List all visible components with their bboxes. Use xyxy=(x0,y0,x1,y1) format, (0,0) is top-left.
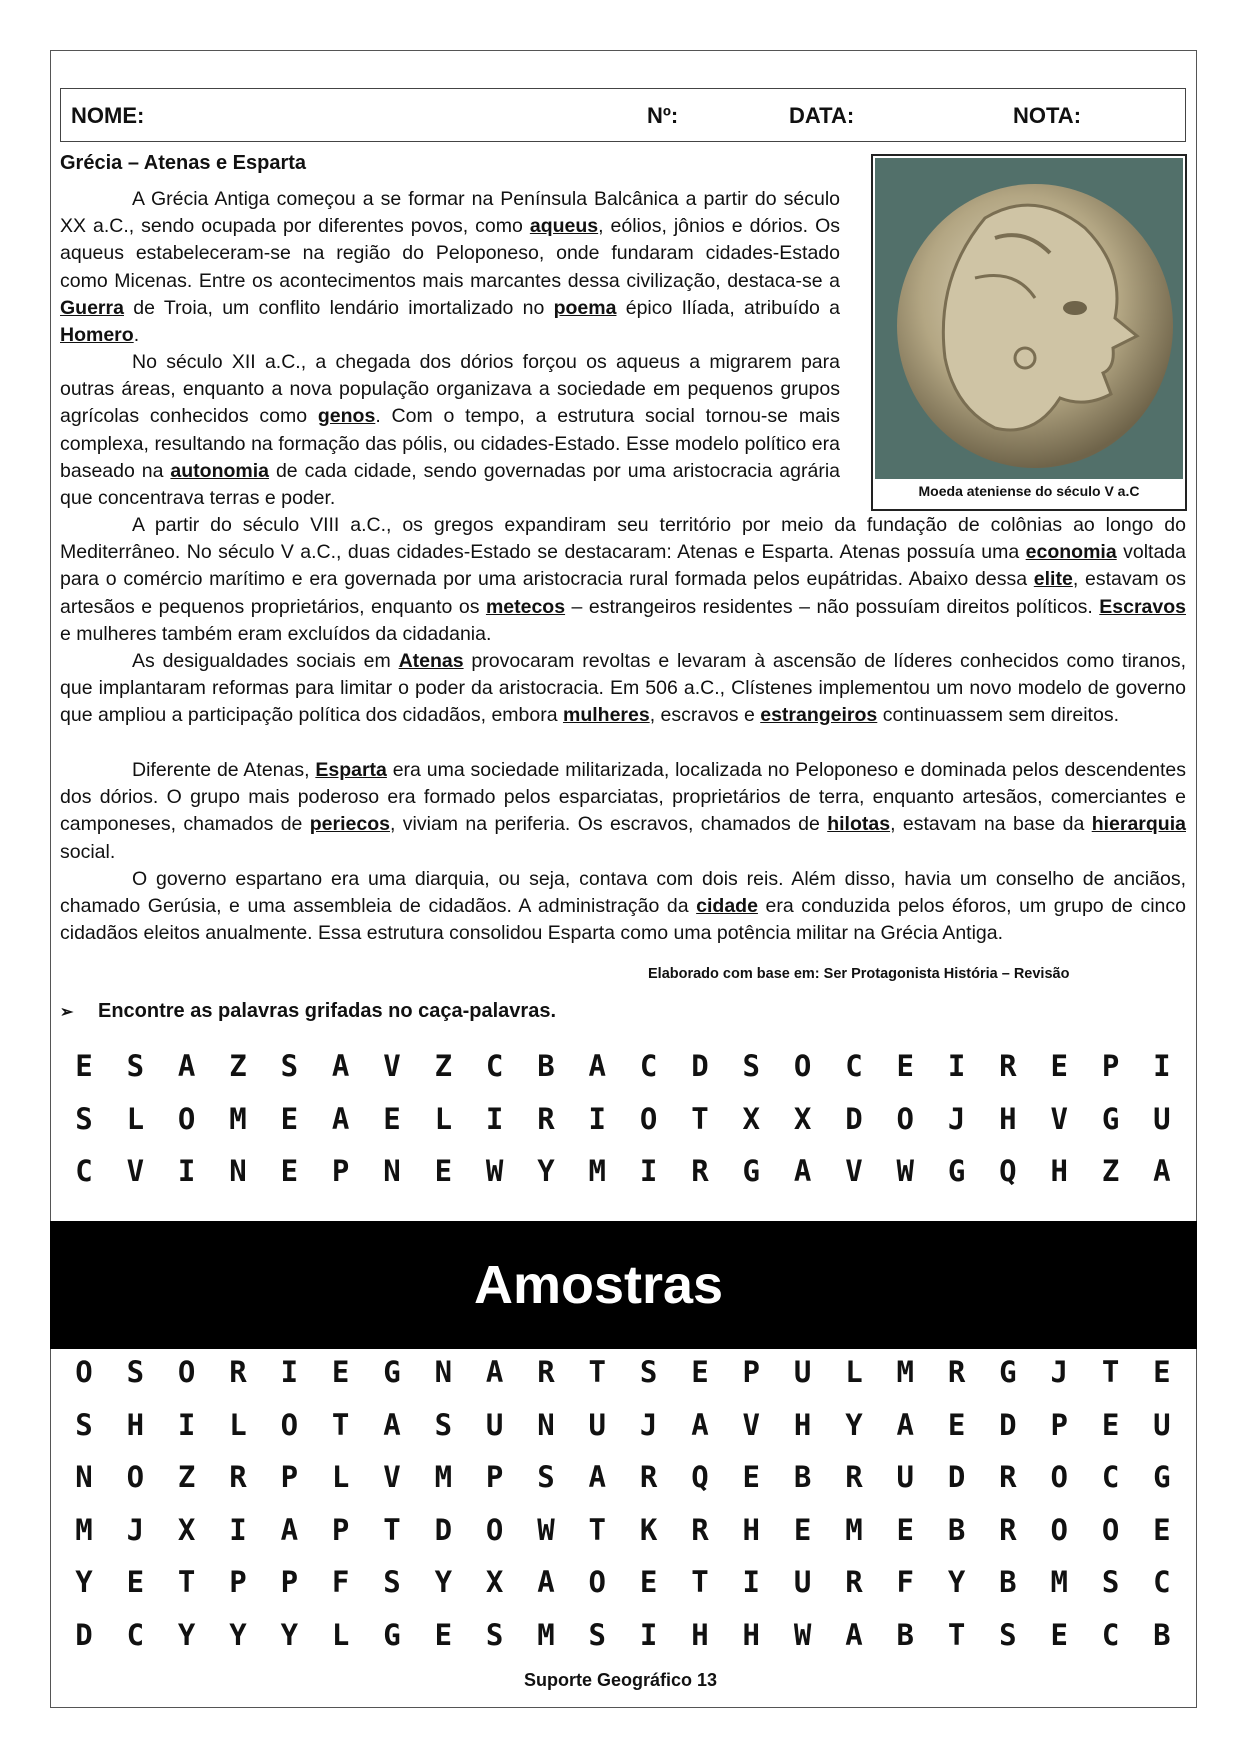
grid-letter: Y xyxy=(229,1617,247,1652)
paragraph-text: O governo espartano era uma diarquia, ou seja, contava com dois reis. Além disso, havia um conselho de anciãos, chamado Gerúsia, e uma assembleia de cidadãos. A administração da cidade era conduzida pelos éforos, um grupo de cinco cidadãos eleitos anualmente. Essa estrutura consolidou Esparta como uma potência militar na Grécia Antiga. xyxy=(60,868,1186,945)
paragraph-text: Diferente de Atenas, Esparta era uma sociedade militarizada, localizada no Peloponeso e dominada pelos descendentes dos dórios. O grupo mais poderoso era formado pelos esparciatas, proprietários de terra, enquanto artesãos, comerciantes e camponeses, chamados de periecos, viviam na periferia. Os escravos, chamados de hilotas, estavam na base da hierarquia social. xyxy=(60,759,1186,863)
paragraph-3 xyxy=(60,512,1186,648)
grid-letter: D xyxy=(947,1460,966,1494)
grid-letter: U xyxy=(896,1460,914,1494)
grid-letter: O xyxy=(793,1049,812,1083)
grid-letter: R xyxy=(947,1355,966,1389)
grid-letter: J xyxy=(947,1101,966,1136)
grid-letter: F xyxy=(331,1565,350,1599)
grid-letter: E xyxy=(434,1154,453,1188)
grid-letter: O xyxy=(75,1355,93,1389)
grid-letter: Z xyxy=(1101,1154,1120,1188)
grid-letter: I xyxy=(947,1049,966,1083)
grid-letter: M xyxy=(896,1355,914,1389)
paragraph-2 xyxy=(60,349,840,512)
grid-letter: C xyxy=(1101,1460,1120,1494)
nota-label: NOTA: xyxy=(1013,103,1082,128)
grid-letter: B xyxy=(896,1617,914,1652)
grid-letter: L xyxy=(229,1407,247,1442)
grid-letter: Q xyxy=(691,1460,709,1494)
grid-letter: E xyxy=(742,1460,760,1494)
highlighted-word: Escravos xyxy=(1099,595,1186,618)
grid-letter: E xyxy=(1050,1617,1068,1652)
grid-letter: V xyxy=(126,1154,145,1188)
grid-letter: I xyxy=(639,1617,658,1652)
grid-letter: C xyxy=(485,1049,504,1083)
grid-letter: I xyxy=(280,1355,299,1389)
highlighted-word: Esparta xyxy=(315,759,387,781)
grid-letter: R xyxy=(845,1565,863,1599)
grid-letter: L xyxy=(126,1101,145,1136)
grid-letter: Y xyxy=(280,1617,299,1652)
grid-letter: E xyxy=(126,1565,145,1599)
grid-letter: T xyxy=(177,1565,196,1599)
grid-row xyxy=(60,1408,1186,1442)
grid-letter: E xyxy=(331,1355,350,1389)
grid-letter: R xyxy=(691,1512,709,1547)
highlighted-word: mulheres xyxy=(562,704,650,727)
grid-letter: Y xyxy=(75,1565,93,1599)
highlighted-word: genos xyxy=(317,405,376,428)
highlighted-word: periecos xyxy=(309,813,390,836)
grid-letter: V xyxy=(383,1049,401,1083)
grid-letter: G xyxy=(742,1154,760,1188)
grid-letter: S xyxy=(537,1460,555,1494)
grid-letter: S xyxy=(434,1407,453,1442)
grid-letter: M xyxy=(75,1512,93,1547)
grid-letter: H xyxy=(999,1101,1017,1136)
grid-letter: A xyxy=(793,1154,812,1188)
grid-letter: U xyxy=(1153,1101,1171,1136)
grid-letter: S xyxy=(742,1049,760,1083)
grid-letter: L xyxy=(331,1617,350,1652)
paragraph-6 xyxy=(60,866,1186,948)
grid-letter: D xyxy=(691,1049,709,1083)
grid-letter: C xyxy=(75,1154,93,1188)
grid-letter: C xyxy=(639,1049,658,1083)
grid-letter: R xyxy=(999,1049,1017,1083)
grid-letter: M xyxy=(588,1154,607,1188)
grid-letter: B xyxy=(793,1460,812,1494)
grid-letter: C xyxy=(126,1617,145,1652)
grid-letter: M xyxy=(1050,1565,1068,1599)
highlighted-word: Atenas xyxy=(398,650,464,672)
grid-letter: P xyxy=(331,1154,350,1188)
grid-letter: C xyxy=(1153,1565,1171,1599)
grid-letter: G xyxy=(999,1355,1017,1389)
grid-letter: V xyxy=(1050,1101,1068,1136)
highlighted-word: Guerra xyxy=(60,296,124,319)
grid-letter: O xyxy=(177,1355,196,1389)
paragraph-text: A partir do século VIII a.C., os gregos expandiram seu território por meio da fundação de colônias ao longo do Mediterrâneo. No século V a.C., duas cidades-Estado se destacaram: Atenas e Esparta. Atenas possuía uma economia voltada para o comércio marítimo e era governada por uma aristocracia rural formada pelos eupátridas. Abaixo dessa elite, estavam os artesãos e pequenos proprietários, enquanto os metecos – estrangeiros residentes – não possuíam direitos políticos. Escravos e mulheres também eram excluídos da cidadania. xyxy=(60,514,1187,645)
grid-letter: X xyxy=(177,1512,196,1547)
grid-letter: A xyxy=(331,1101,350,1136)
grid-letter: E xyxy=(1050,1049,1068,1083)
grid-letter: P xyxy=(229,1565,247,1599)
grid-letter: T xyxy=(331,1407,350,1442)
grid-letter: D xyxy=(434,1512,453,1547)
grid-letter: T xyxy=(383,1512,401,1547)
grid-letter: S xyxy=(126,1049,145,1083)
paragraph-1 xyxy=(60,186,840,349)
grid-letter: M xyxy=(537,1617,555,1652)
grid-letter: S xyxy=(126,1355,145,1389)
highlighted-word: aqueus xyxy=(529,215,599,238)
grid-letter: A xyxy=(896,1407,914,1442)
grid-row xyxy=(60,1049,1186,1083)
grid-letter: L xyxy=(434,1101,453,1136)
grid-letter: F xyxy=(896,1565,914,1599)
highlighted-word: Homero xyxy=(60,324,134,347)
grid-letter: A xyxy=(383,1407,401,1442)
grid-letter: O xyxy=(177,1101,196,1136)
grid-letter: N xyxy=(383,1154,401,1188)
grid-letter: O xyxy=(1101,1512,1120,1547)
grid-letter: U xyxy=(588,1407,607,1442)
numero-label: Nº: xyxy=(647,103,679,128)
grid-letter: T xyxy=(1101,1355,1120,1389)
grid-letter: E xyxy=(1153,1512,1171,1547)
paragraph-text: As desigualdades sociais em Atenas provocaram revoltas e levaram à ascensão de líderes conhecidos como tiranos, que implantaram reformas para limitar o poder da aristocracia. Em 506 a.C., Clístenes implementou um novo modelo de governo que ampliou a participação política dos cidadãos, embora mulheres, escravos e estrangeiros continuassem sem direitos. xyxy=(60,650,1187,727)
grid-letter: I xyxy=(485,1101,504,1136)
arrow-bullet-icon: ➢ xyxy=(60,1004,74,1021)
grid-letter: T xyxy=(691,1101,709,1136)
highlighted-word: autonomia xyxy=(170,459,270,482)
grid-letter: E xyxy=(280,1154,299,1188)
grid-letter: W xyxy=(793,1617,812,1652)
grid-letter: B xyxy=(537,1049,555,1083)
grid-letter: H xyxy=(742,1617,760,1652)
grid-letter: E xyxy=(1153,1355,1171,1389)
grid-letter: R xyxy=(229,1460,247,1494)
grid-letter: U xyxy=(793,1565,812,1599)
page-title: Grécia – Atenas e Esparta xyxy=(60,152,307,174)
grid-letter: P xyxy=(485,1460,504,1494)
paragraph-5 xyxy=(60,757,1186,866)
grid-letter: A xyxy=(1153,1154,1171,1188)
grid-letter: S xyxy=(383,1565,401,1599)
grid-letter: U xyxy=(793,1355,812,1389)
grid-letter: H xyxy=(691,1617,709,1652)
grid-letter: G xyxy=(1153,1460,1171,1494)
grid-letter: G xyxy=(383,1355,401,1389)
grid-letter: R xyxy=(537,1101,555,1136)
grid-letter: A xyxy=(588,1049,607,1083)
sample-banner xyxy=(50,1221,1197,1349)
grid-letter: B xyxy=(1153,1617,1171,1652)
grid-letter: A xyxy=(280,1512,299,1547)
grid-row xyxy=(60,1565,1186,1599)
grid-letter: P xyxy=(742,1355,760,1389)
grid-letter: E xyxy=(383,1101,401,1136)
grid-letter: H xyxy=(126,1407,145,1442)
grid-letter: S xyxy=(75,1101,93,1136)
highlighted-word: hierarquia xyxy=(1091,813,1186,836)
grid-letter: S xyxy=(280,1049,299,1083)
highlighted-word: hilotas xyxy=(827,813,891,836)
grid-row xyxy=(60,1355,1186,1389)
grid-letter: Z xyxy=(434,1049,453,1083)
grid-letter: U xyxy=(1153,1407,1171,1442)
grid-letter: E xyxy=(434,1617,453,1652)
grid-row xyxy=(60,1460,1186,1494)
grid-letter: O xyxy=(1050,1512,1068,1547)
grid-letter: V xyxy=(383,1460,401,1494)
grid-letter: R xyxy=(229,1355,247,1389)
grid-letter: K xyxy=(639,1512,658,1547)
grid-letter: A xyxy=(691,1407,709,1442)
grid-letter: O xyxy=(280,1407,299,1442)
grid-letter: A xyxy=(331,1049,350,1083)
grid-letter: T xyxy=(947,1617,966,1652)
grid-letter: N xyxy=(537,1407,555,1442)
grid-letter: E xyxy=(639,1565,658,1599)
grid-letter: O xyxy=(485,1512,504,1547)
grid-row xyxy=(60,1102,1186,1136)
grid-row xyxy=(60,1513,1186,1547)
grid-letter: G xyxy=(383,1617,401,1652)
grid-letter: U xyxy=(485,1407,504,1442)
grid-letter: A xyxy=(537,1565,555,1599)
grid-letter: S xyxy=(999,1617,1017,1652)
grid-letter: P xyxy=(280,1565,299,1599)
grid-letter: H xyxy=(793,1407,812,1442)
grid-letter: M xyxy=(229,1101,247,1136)
grid-letter: Y xyxy=(845,1407,863,1442)
grid-letter: A xyxy=(177,1049,196,1083)
paragraph-text: No século XII a.C., a chegada dos dórios forçou os aqueus a migrarem para outras áreas, enquanto a nova população organizava a sociedade em pequenos grupos agrícolas conhecidos como genos. Com o tempo, a estrutura social tornou-se mais complexa, resultando na formação das pólis, ou cidades-Estado. Esse modelo político era baseado na autonomia de cada cidade, sendo governadas por uma aristocracia agrária que concentrava terras e poder. xyxy=(60,351,840,510)
grid-letter: N xyxy=(229,1154,247,1188)
grid-letter: T xyxy=(691,1565,709,1599)
grid-letter: R xyxy=(999,1460,1017,1494)
student-info-header xyxy=(60,88,1186,142)
highlighted-word: elite xyxy=(1033,568,1073,591)
grid-letter: O xyxy=(588,1565,607,1599)
grid-letter: J xyxy=(1050,1355,1068,1389)
instruction xyxy=(60,1000,556,1023)
paragraph-4 xyxy=(60,648,1186,730)
grid-letter: Y xyxy=(177,1617,196,1652)
grid-letter: I xyxy=(1153,1049,1171,1083)
grid-letter: V xyxy=(742,1407,760,1442)
grid-letter: P xyxy=(331,1512,350,1547)
data-label: DATA: xyxy=(789,103,855,128)
grid-letter: H xyxy=(742,1512,760,1547)
coin-caption: Moeda ateniense do século V a.C xyxy=(918,483,1140,499)
instruction-text: Encontre as palavras grifadas no caça-palavras. xyxy=(98,1000,556,1022)
grid-letter: C xyxy=(1101,1617,1120,1652)
grid-letter: M xyxy=(434,1460,453,1494)
grid-letter: N xyxy=(434,1355,453,1389)
grid-letter: E xyxy=(1101,1407,1120,1442)
grid-letter: R xyxy=(845,1460,863,1494)
grid-letter: A xyxy=(845,1617,863,1652)
grid-letter: S xyxy=(588,1617,607,1652)
grid-letter: M xyxy=(845,1512,863,1547)
grid-letter: E xyxy=(793,1512,812,1547)
grid-letter: Y xyxy=(947,1565,966,1599)
grid-letter: R xyxy=(537,1355,555,1389)
grid-letter: N xyxy=(75,1460,93,1494)
grid-letter: P xyxy=(1050,1407,1068,1442)
grid-letter: Z xyxy=(229,1049,247,1083)
grid-letter: Y xyxy=(537,1154,555,1188)
grid-letter: D xyxy=(845,1101,863,1136)
grid-letter: P xyxy=(280,1460,299,1494)
paragraph-text: A Grécia Antiga começou a se formar na Península Balcânica a partir do século XX a.C., sendo ocupada por diferentes povos, como aqueus, eólios, jônios e dórios. Os aqueus estabeleceram-se na região do Peloponeso, onde fundaram cidades-Estado como Micenas. Entre os acontecimentos mais marcantes dessa civilização, destaca-se a Guerra de Troia, um conflito lendário imortalizado no poema épico Ilíada, atribuído a Homero. xyxy=(60,188,840,347)
grid-letter: V xyxy=(845,1154,863,1188)
footer: Suporte Geográfico 13 xyxy=(523,1670,718,1690)
highlighted-word: economia xyxy=(1025,541,1117,564)
grid-row xyxy=(60,1154,1186,1188)
grid-letter: Y xyxy=(434,1565,453,1599)
grid-letter: T xyxy=(588,1355,607,1389)
highlighted-word: estrangeiros xyxy=(760,704,878,727)
grid-row xyxy=(60,1618,1186,1652)
grid-letter: X xyxy=(742,1101,760,1136)
source-credit: Elaborado com base em: Ser Protagonista História – Revisão xyxy=(648,966,1070,982)
grid-letter: A xyxy=(485,1355,504,1389)
highlighted-word: poema xyxy=(553,296,617,319)
grid-letter: I xyxy=(742,1565,760,1599)
athenian-coin-image xyxy=(875,158,1183,479)
grid-letter: E xyxy=(896,1049,914,1083)
grid-letter: A xyxy=(588,1460,607,1494)
grid-letter: L xyxy=(845,1355,863,1389)
grid-letter: G xyxy=(1101,1101,1120,1136)
grid-letter: W xyxy=(537,1512,555,1547)
grid-letter: E xyxy=(896,1512,914,1547)
grid-letter: C xyxy=(845,1049,863,1083)
grid-letter: Q xyxy=(999,1154,1017,1188)
grid-letter: D xyxy=(75,1617,93,1652)
grid-letter: I xyxy=(177,1154,196,1188)
grid-letter: T xyxy=(588,1512,607,1547)
highlighted-word: metecos xyxy=(485,595,566,618)
grid-letter: L xyxy=(331,1460,350,1494)
grid-letter: G xyxy=(947,1154,966,1188)
grid-letter: J xyxy=(639,1407,658,1442)
grid-letter: W xyxy=(485,1154,504,1188)
highlighted-word: cidade xyxy=(696,895,758,918)
grid-letter: E xyxy=(691,1355,709,1389)
grid-letter: D xyxy=(999,1407,1017,1442)
grid-letter: O xyxy=(126,1460,145,1494)
grid-letter: I xyxy=(229,1512,247,1547)
grid-letter: R xyxy=(691,1154,709,1188)
grid-letter: P xyxy=(1101,1049,1120,1083)
banner-text: Amostras xyxy=(473,1255,724,1315)
grid-letter: O xyxy=(639,1101,658,1136)
grid-letter: B xyxy=(999,1565,1017,1599)
grid-letter: X xyxy=(485,1565,504,1599)
grid-letter: S xyxy=(485,1617,504,1652)
grid-letter: E xyxy=(947,1407,966,1442)
grid-letter: R xyxy=(639,1460,658,1494)
coin-figure xyxy=(871,154,1187,511)
grid-letter: I xyxy=(639,1154,658,1188)
grid-letter: I xyxy=(588,1101,607,1136)
grid-letter: E xyxy=(75,1049,93,1083)
grid-letter: J xyxy=(126,1512,145,1547)
grid-letter: R xyxy=(999,1512,1017,1547)
grid-letter: S xyxy=(75,1407,93,1442)
grid-letter: X xyxy=(793,1101,812,1136)
grid-letter: Z xyxy=(177,1460,196,1494)
grid-letter: H xyxy=(1050,1154,1068,1188)
nome-label: NOME: xyxy=(71,103,145,128)
grid-letter: B xyxy=(947,1512,966,1547)
grid-letter: S xyxy=(1101,1565,1120,1599)
grid-letter: E xyxy=(280,1101,299,1136)
grid-letter: I xyxy=(177,1407,196,1442)
grid-letter: O xyxy=(896,1101,914,1136)
grid-letter: W xyxy=(896,1154,914,1188)
grid-letter: O xyxy=(1050,1460,1068,1494)
grid-letter: S xyxy=(639,1355,658,1389)
